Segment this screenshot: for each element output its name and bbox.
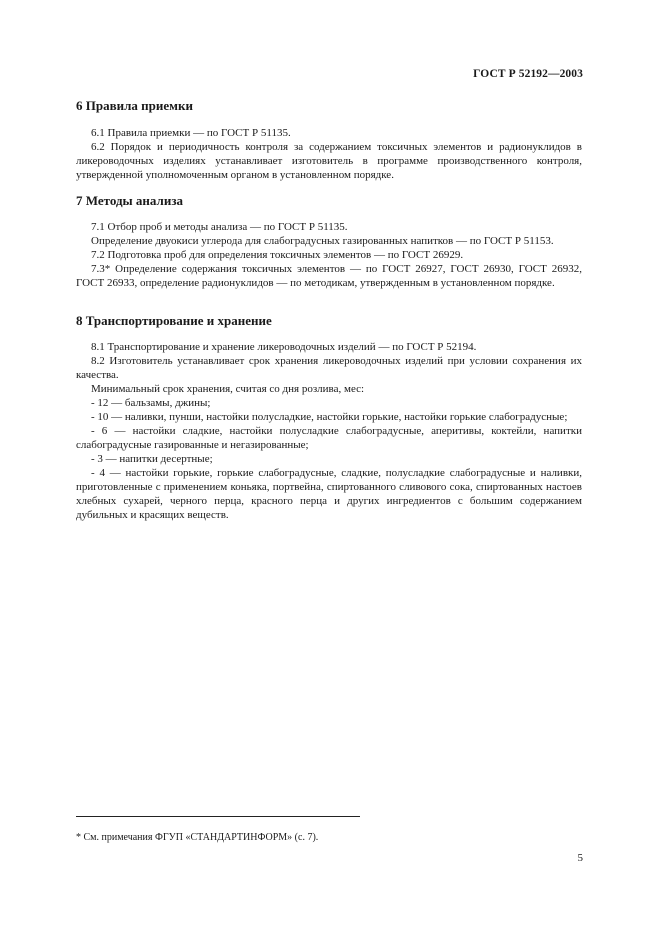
paragraph: Определение двуокиси углерода для слабоградусных газированных напитков — по ГОСТ Р 51153.	[91, 235, 554, 247]
list-item: - 3 — напитки десертные;	[91, 453, 213, 465]
footnote: * См. примечания ФГУП «СТАНДАРТИНФОРМ» (с. 7).	[76, 832, 319, 843]
section-title-acceptance: 6 Правила приемки	[76, 98, 193, 113]
section-body-transport-storage	[76, 340, 582, 522]
list-item: - 4 — настойки горькие, горькие слабоградусные, сладкие, полусладкие слабоградусные и наливки, приготовленные с применением коньяка, портвейна, спиртованного сливового сока, спиртованных настоев хлебных сухарей, черного перца, красного перца и других ингредиентов с большим содержанием дубильных и красящих веществ.	[76, 467, 582, 521]
paragraph: Минимальный срок хранения, считая со дня розлива, мес:	[91, 383, 365, 395]
section-body-acceptance	[76, 126, 582, 182]
footnote-divider	[76, 816, 360, 817]
page-number: 5	[577, 852, 583, 864]
section-title-transport-storage: 8 Транспортирование и хранение	[76, 313, 272, 328]
list-item: - 10 — наливки, пунши, настойки полусладкие, настойки горькие, настойки горькие слабоградусные;	[91, 411, 568, 423]
section-body-analysis-methods	[76, 220, 582, 290]
list-item: - 6 — настойки сладкие, настойки полусладкие слабоградусные, аперитивы, коктейли, напитки слабоградусные газированные и негазированные;	[76, 425, 582, 451]
paragraph: 6.1 Правила приемки — по ГОСТ Р 51135.	[91, 127, 291, 139]
paragraph: 7.3* Определение содержания токсичных элементов — по ГОСТ 26927, ГОСТ 26930, ГОСТ 26932, ГОСТ 26933, определение радионуклидов — по методикам, утвержденным в установленном порядке.	[76, 263, 582, 289]
paragraph: 8.1 Транспортирование и хранение ликероводочных изделий — по ГОСТ Р 52194.	[91, 341, 477, 353]
section-title-analysis-methods: 7 Методы анализа	[76, 193, 184, 208]
paragraph: 7.1 Отбор проб и методы анализа — по ГОСТ Р 51135.	[91, 221, 348, 233]
paragraph: 8.2 Изготовитель устанавливает срок хранения ликероводочных изделий при условии сохранения их качества.	[76, 355, 582, 381]
paragraph: 6.2 Порядок и периодичность контроля за содержанием токсичных элементов и радионуклидов в ликероводочных изделиях устанавливает изготовитель в программе производственного контроля, утвержденной уполномоченным органом в установленном порядке.	[76, 141, 582, 181]
paragraph: 7.2 Подготовка проб для определения токсичных элементов — по ГОСТ 26929.	[91, 249, 464, 261]
standard-code-header: ГОСТ Р 52192—2003	[473, 68, 583, 80]
list-item: - 12 — бальзамы, джины;	[91, 397, 211, 409]
